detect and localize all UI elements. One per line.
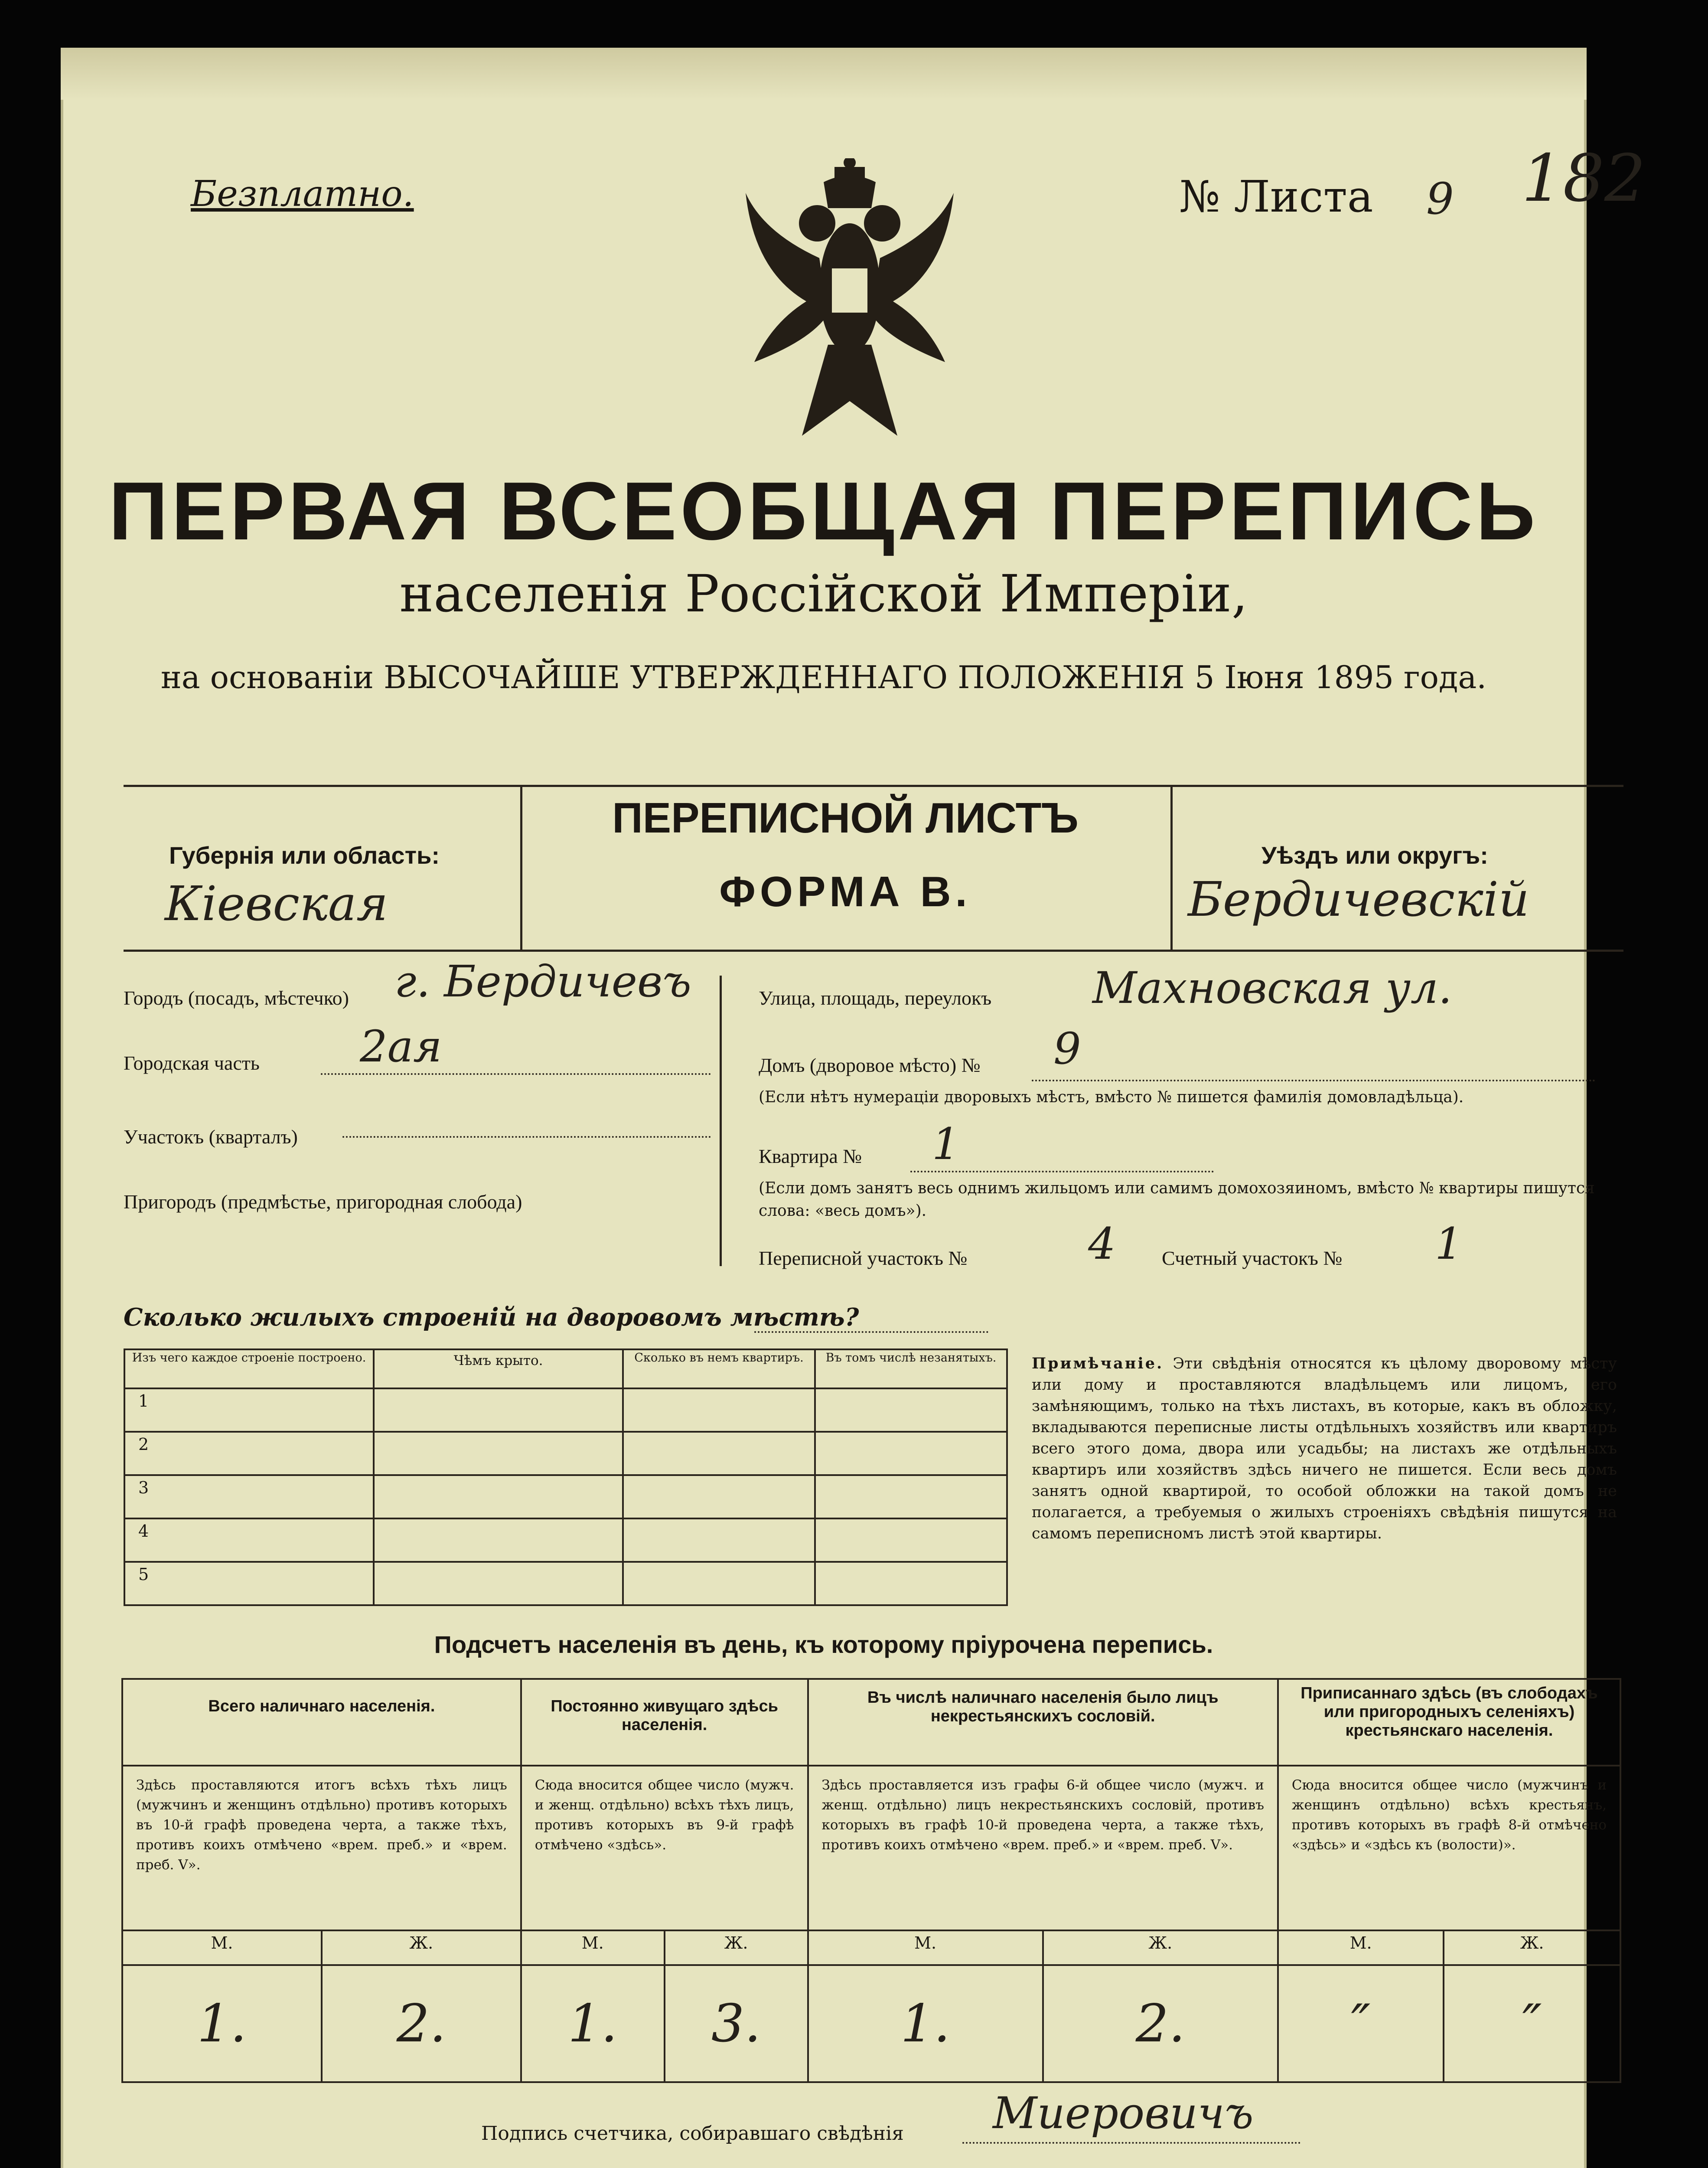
- form-type: ФОРМА В.: [719, 868, 971, 915]
- count-title: Подсчетъ населенія въ день, къ которому пріурочена перепись.: [434, 1631, 1213, 1658]
- count-col1-desc: Здѣсь проставляются итогъ всѣхъ тѣхъ лицъ (мужчинъ и женщинъ отдѣльно) противъ которыхъ въ 10-й графѣ проведена черта, а также тѣхъ, противъ коихъ отмѣчено «врем. преб.» и «врем. преб. V».: [122, 1766, 521, 1930]
- collector-signature: Миеровичъ: [993, 2088, 1254, 2139]
- house-note: (Если нѣтъ нумераціи дворовыхъ мѣстъ, вмѣсто № пишется фамилія домовладѣльца).: [759, 1088, 1464, 1106]
- address-divider: [720, 976, 722, 1266]
- street-label: Улица, площадь, переулокъ: [759, 987, 992, 1009]
- count-col1-head: Всего наличнаго населенія.: [122, 1679, 521, 1766]
- apartment-line: [910, 1171, 1214, 1172]
- census-sheet: [61, 48, 1646, 2168]
- note-title: Примѣчаніе.: [1032, 1355, 1164, 1372]
- sheet-number-value: 9: [1426, 173, 1454, 224]
- count-4-male: ″: [1278, 1965, 1444, 2082]
- suburb-label: Пригородъ (предмѣстье, пригородная слобода): [124, 1191, 522, 1213]
- city-part-value: 2ая: [360, 1021, 442, 1072]
- rule-top: [124, 785, 1623, 787]
- census-district-label: Переписной участокъ №: [759, 1247, 968, 1269]
- uezd-label: Уѣздъ или округъ:: [1261, 842, 1488, 869]
- section-line: [342, 1136, 711, 1138]
- uezd-value: Бердичевскій: [1188, 872, 1529, 927]
- count-1-female: 2.: [322, 1965, 521, 2082]
- building-row-4: 4: [124, 1518, 374, 1562]
- count-table: [121, 1678, 1621, 2083]
- apartment-value: 1: [932, 1119, 960, 1169]
- count-2-female: 3.: [665, 1965, 808, 2082]
- signature-line: [962, 2142, 1301, 2144]
- m-label-4: М.: [1278, 1930, 1444, 1965]
- gubernia-label: Губернія или область:: [169, 842, 440, 869]
- census-district-value: 4: [1088, 1218, 1116, 1269]
- building-row-5: 5: [124, 1562, 374, 1605]
- signature-label: Подпись счетчика, собиравшаго свѣдѣнія: [481, 2122, 904, 2145]
- building-row-3: 3: [124, 1475, 374, 1518]
- col-apartments: Сколько въ немъ квартиръ.: [623, 1349, 815, 1388]
- count-col2-head: Постоянно живущаго здѣсь населенія.: [521, 1679, 808, 1766]
- count-1-male: 1.: [122, 1965, 322, 2082]
- f-label-3: Ж.: [1043, 1930, 1278, 1965]
- m-label-2: М.: [521, 1930, 665, 1965]
- aged-top-edge: [61, 48, 1587, 100]
- note-text: Эти свѣдѣнія относятся къ цѣлому дворовому мѣсту или дому и проставляются владѣльцемъ или лицомъ, его замѣняющимъ, только на тѣхъ листахъ, въ которые, какъ въ обложку, вкладываются переписные листы отдѣльныхъ хозяйствъ или квартиръ всего этого дома, двора или усадьбы; на листахъ же отдѣльныхъ квартиръ или хозяйствъ здѣсь ничего не пишется. Если весь домъ занятъ одной квартирой, то особой обложки на такой домъ не полагается, а требуемыя о жилыхъ строеніяхъ свѣдѣнія пишутся на самомъ переписномъ листѣ этой квартиры.: [1032, 1355, 1617, 1542]
- apartment-label: Квартира №: [759, 1145, 862, 1167]
- buildings-table: [124, 1348, 1008, 1606]
- col-vacant: Въ томъ числѣ незанятыхъ.: [815, 1349, 1007, 1388]
- form-name: ПЕРЕПИСНОЙ ЛИСТЪ: [612, 794, 1079, 842]
- main-title: ПЕРВАЯ ВСЕОБЩАЯ ПЕРЕПИСЬ: [108, 465, 1539, 557]
- imperial-eagle-emblem: [737, 158, 962, 462]
- count-col2-desc: Сюда вносится общее число (мужч. и женщ. отдѣльно) всѣхъ тѣхъ лицъ, противъ которыхъ въ 9-й графѣ отмѣчено «здѣсь».: [521, 1766, 808, 1930]
- m-label-3: М.: [808, 1930, 1043, 1965]
- f-label-1: Ж.: [322, 1930, 521, 1965]
- note-block: [1032, 1353, 1617, 1544]
- sheet-number-label: № Листа: [1179, 171, 1373, 222]
- count-3-male: 1.: [808, 1965, 1043, 2082]
- rule-bottom: [124, 950, 1623, 952]
- f-label-2: Ж.: [665, 1930, 808, 1965]
- city-part-line: [321, 1073, 711, 1075]
- count-col4-head: Приписаннаго здѣсь (въ слободахъ или пригородныхъ селеніяхъ) крестьянскаго населенія.: [1278, 1679, 1620, 1766]
- street-value: Махновская ул.: [1092, 963, 1452, 1013]
- building-row-2: 2: [124, 1432, 374, 1475]
- building-row-1: 1: [124, 1388, 374, 1432]
- free-label: Безплатно.: [191, 173, 414, 215]
- m-label-1: М.: [122, 1930, 322, 1965]
- basis-line: на основаніи ВЫСОЧАЙШЕ УТВЕРЖДЕННАГО ПОЛОЖЕНІЯ 5 Іюня 1895 года.: [160, 659, 1487, 695]
- count-2-male: 1.: [521, 1965, 665, 2082]
- section-label: Участокъ (кварталъ): [124, 1126, 298, 1148]
- buildings-question: Сколько жилыхъ строеній на дворовомъ мѣстѣ?: [124, 1303, 859, 1332]
- city-value: г. Бердичевъ: [394, 956, 691, 1007]
- col-material: Изъ чего каждое строеніе построено.: [124, 1349, 374, 1388]
- archive-number: 182: [1522, 141, 1646, 216]
- house-line: [1032, 1080, 1595, 1081]
- count-col3-desc: Здѣсь проставляется изъ графы 6-й общее число (мужч. и женщ. отдѣльно) лицъ некрестьянскихъ сословій, противъ которыхъ въ графѣ 10-й проведена черта, а также тѣхъ, противъ коихъ отмѣчено «врем. преб.» и «врем. преб. V».: [808, 1766, 1278, 1930]
- count-district-value: 1: [1435, 1218, 1463, 1269]
- count-col4-desc: Сюда вносится общее число (мужчинъ и женщинъ отдѣльно) всѣхъ крестьянъ, противъ которыхъ въ графѣ 8-й отмѣчено «здѣсь» и «здѣсь къ (волости)».: [1278, 1766, 1620, 1930]
- apartment-note: (Если домъ занятъ весь однимъ жильцомъ или самимъ домохозяиномъ, вмѣсто № квартиры пишутся слова: «весь домъ»).: [759, 1179, 1595, 1220]
- city-label: Городъ (посадъ, мѣстечко): [124, 987, 349, 1009]
- house-label: Домъ (дворовое мѣсто) №: [759, 1054, 981, 1076]
- col-roof: Чѣмъ крыто.: [374, 1349, 623, 1388]
- count-3-female: 2.: [1043, 1965, 1278, 2082]
- gubernia-value: Кіевская: [165, 876, 388, 931]
- rule-right: [1170, 785, 1173, 950]
- count-district-label: Счетный участокъ №: [1162, 1247, 1343, 1269]
- f-label-4: Ж.: [1444, 1930, 1620, 1965]
- house-value: 9: [1053, 1023, 1081, 1074]
- count-4-female: ″: [1444, 1965, 1620, 2082]
- buildings-answer-line: [754, 1331, 988, 1333]
- subtitle: населенія Россійской Имперіи,: [399, 564, 1248, 624]
- count-col3-head: Въ числѣ наличнаго населенія было лицъ некрестьянскихъ сословій.: [808, 1679, 1278, 1766]
- city-part-label: Городская часть: [124, 1052, 260, 1074]
